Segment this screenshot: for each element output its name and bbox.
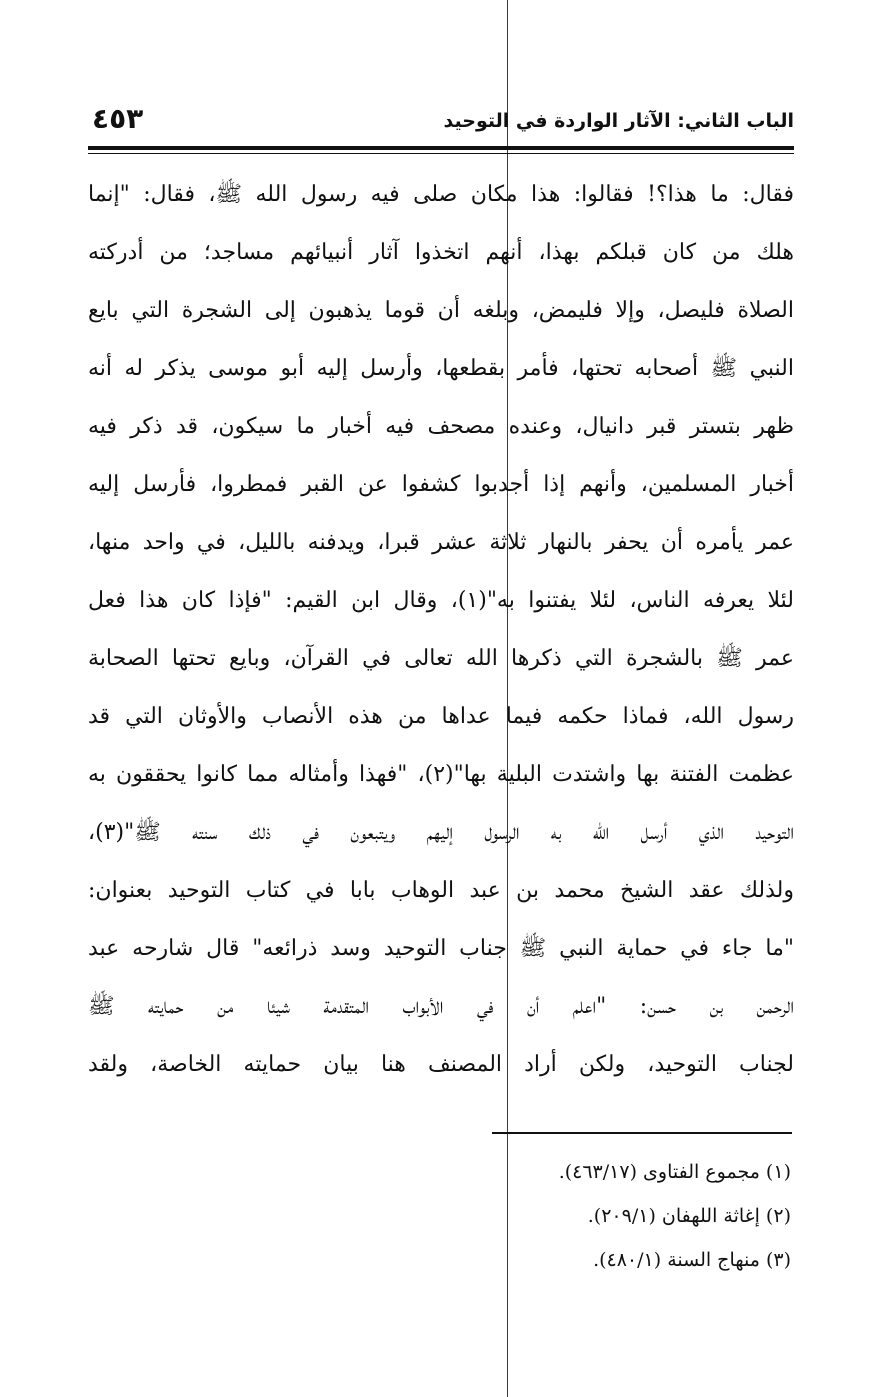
header-rule-thick [88,146,794,150]
footnote-3: (٣) منهاج السنة (٤٨٠/١). [593,1249,791,1271]
text-line: النبي ﷺ أصحابه تحتها، فأمر بقطعها، وأرسل إليه أبو موسى يذكر له أنه [88,356,794,381]
running-header [88,100,794,140]
footnote-2: (٢) إغاثة اللهفان (٢٠٩/١). [587,1205,791,1227]
text-line: فقال: ما هذا؟! فقالوا: هذا مكان صلى فيه رسول الله ﷺ، فقال: "إنما [88,182,794,207]
text-line: عمر يأمره أن يحفر بالنهار ثلاثة عشر قبرا، ويدفنه بالليل، في واحد منها، [88,530,794,555]
footnote-1: (١) مجموع الفتاوى (٤٦٣/١٧). [558,1161,791,1183]
text-line: ولذلك عقد الشيخ محمد بن عبد الوهاب بابا في كتاب التوحيد بعنوان: [88,878,794,903]
text-line: عمر ﷺ بالشجرة التي ذكرها الله تعالى في القرآن، وبايع تحتها الصحابة [88,646,794,671]
page-number: ٤٥٣ [92,102,144,135]
footnote-separator [492,1132,792,1134]
text-line: أخبار المسلمين، وأنهم إذا أجدبوا كشفوا عن القبر فمطروا، فأرسل إليه [88,472,794,497]
chapter-title: الباب الثاني: الآثار الواردة في التوحيد [443,110,794,132]
text-line: رسول الله، فماذا حكمه فيما عداها من هذه الأنصاب والأوثان التي قد [88,704,794,729]
footnotes [291,1150,791,1282]
text-line: "ما جاء في حماية النبي ﷺ جناب التوحيد وسد ذرائعه" قال شارحه عبد [88,936,794,961]
text-line: عظمت الفتنة بها واشتدت البلية بها"(٢)، "فهذا وأمثاله مما كانوا يحققون به [88,762,794,787]
header-rule-thin [88,153,794,154]
text-line: ظهر بتستر قبر دانيال، وعنده مصحف فيه أخبار ما سيكون، قد ذكر فيه [88,414,794,439]
text-line: لجناب التوحيد، ولكن أراد المصنف هنا بيان حمايته الخاصة، ولقد [88,1052,794,1077]
text-line: هلك من كان قبلكم بهذا، أنهم اتخذوا آثار أنبيائهم مساجد؛ من أدركته [88,240,794,265]
text-line: لئلا يعرفه الناس، لئلا يفتنوا به"(١)، وقال ابن القيم: "فإذا كان هذا فعل [88,588,794,613]
text-line: الرحمن بن حسن: "اعلم أن في الأبواب المتقدمة شيئا من حمايته ﷺ [88,994,794,1019]
text-line: الصلاة فليصل، وإلا فليمض، وبلغه أن قوما يذهبون إلى الشجرة التي بايع [88,298,794,323]
text-line: التوحيد الذي أرسل الله به الرسول إليهم ويتبعون في ذلك سنته ﷺ"(٣)، [88,820,794,845]
main-text [88,166,794,1094]
